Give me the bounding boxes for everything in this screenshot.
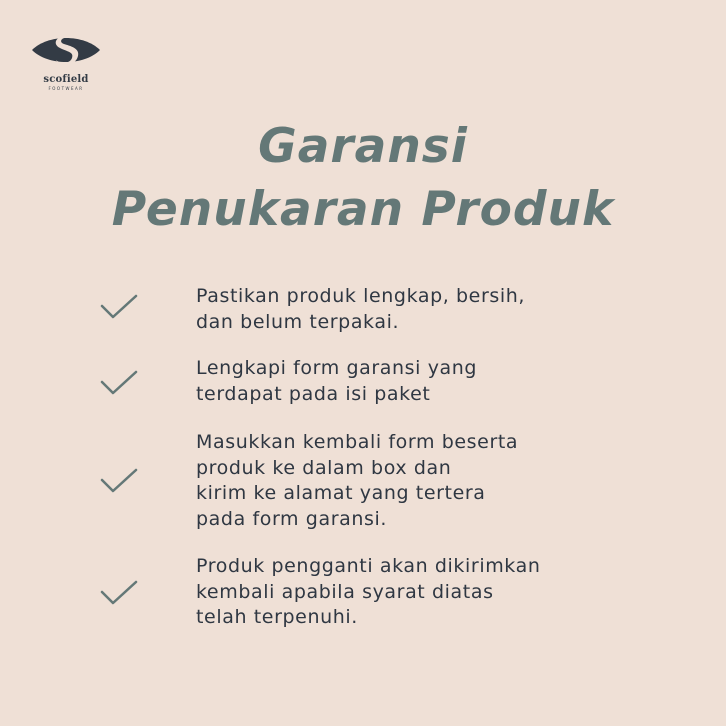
list-item-text <box>196 284 696 335</box>
list-item-text <box>196 554 696 631</box>
page-title-line-2: Penukaran Produk <box>111 182 615 237</box>
brand-logo <box>30 28 102 96</box>
page-title-line-1: Garansi <box>258 119 468 174</box>
checkmark-icon <box>99 368 139 398</box>
list-item-line: Masukkan kembali form beserta <box>196 431 519 453</box>
list-item-line: pada form garansi. <box>196 507 388 530</box>
list-item-line: Lengkapi form garansi yang <box>196 357 478 379</box>
swirl-eye-logo-icon <box>30 28 102 74</box>
checkmark-icon <box>99 578 139 608</box>
checkmark-icon <box>99 292 139 322</box>
brand-name: scofield <box>43 74 89 85</box>
list-item-line: dan belum terpakai. <box>196 310 400 333</box>
list-item-line: telah terpenuhi. <box>196 606 358 628</box>
list-item-line: produk ke dalam box dan <box>196 456 452 479</box>
list-item-line: kembali apabila syarat diatas <box>196 580 494 603</box>
list-item-line: Pastikan produk lengkap, bersih, <box>196 285 526 307</box>
list-item-line: terdapat pada isi paket <box>196 382 431 405</box>
list-item-line: kirim ke alamat yang tertera <box>196 482 486 504</box>
list-item-text <box>196 356 696 407</box>
list-item-text <box>196 430 696 532</box>
checkmark-icon <box>99 466 139 496</box>
list-item-line: Produk pengganti akan dikirimkan <box>196 555 541 577</box>
brand-tagline: FOOTWEAR <box>48 86 84 91</box>
